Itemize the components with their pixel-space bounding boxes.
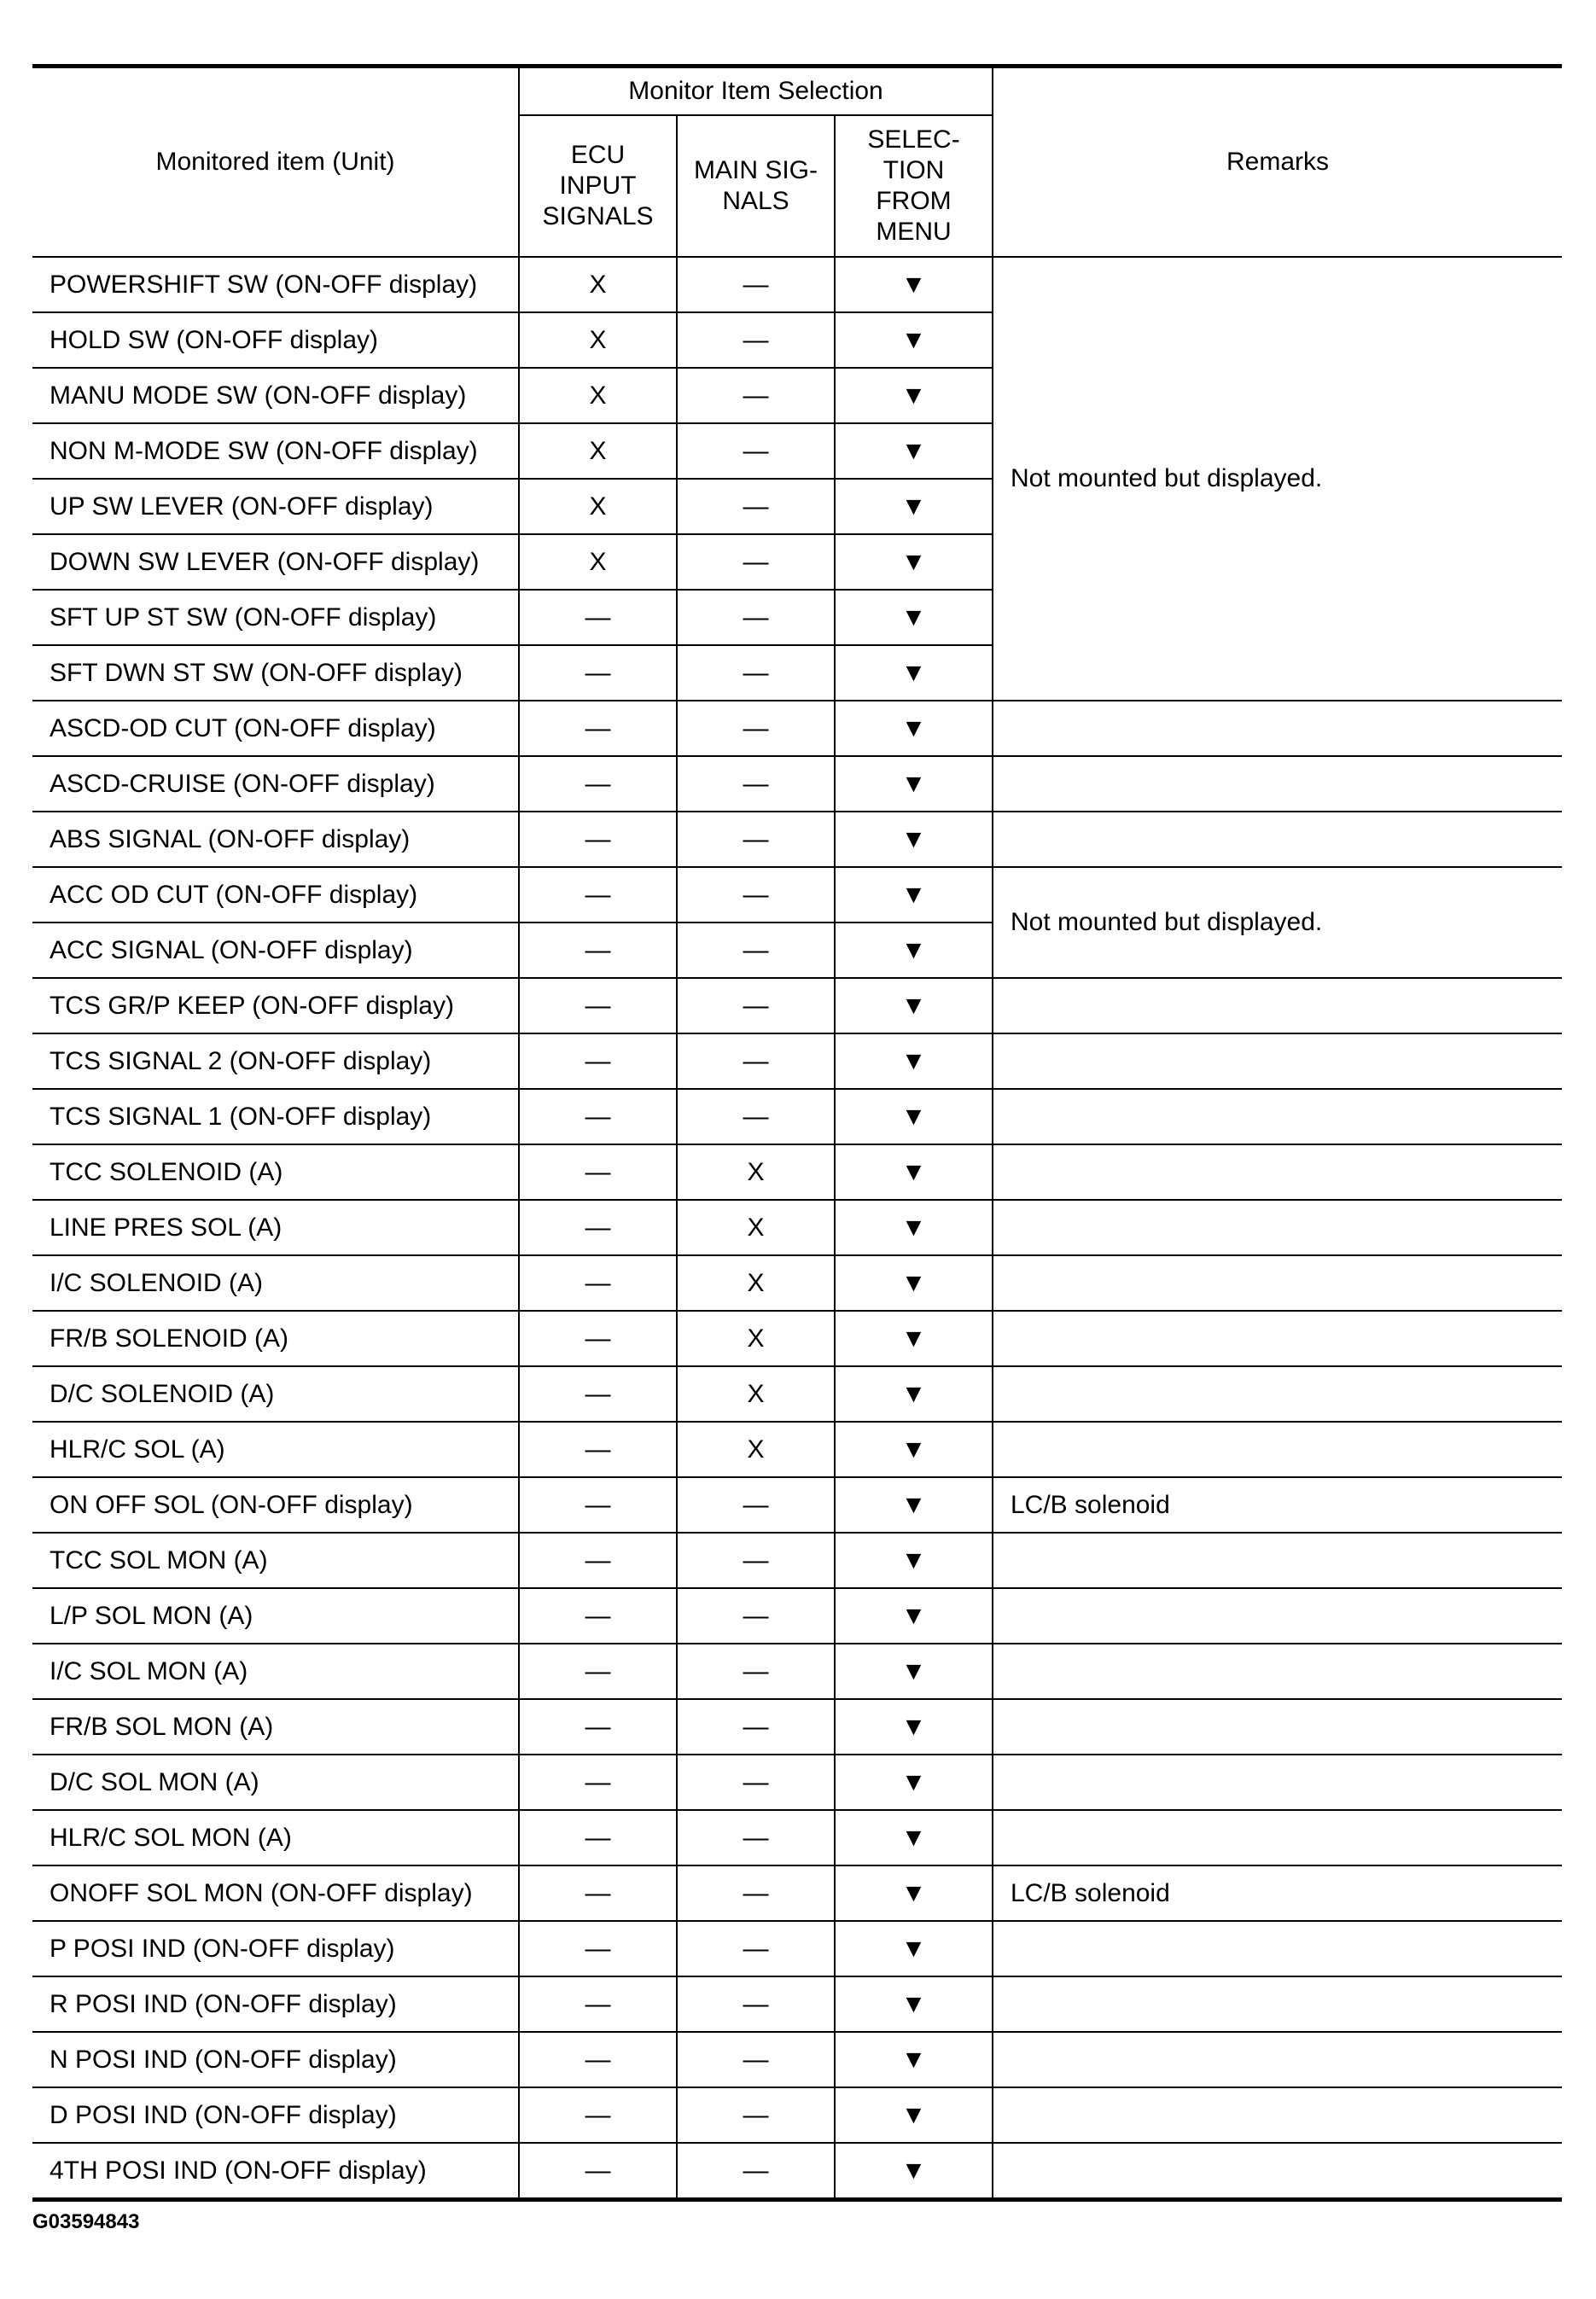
- monitored-item-cell: 4TH POSI IND (ON-OFF display): [32, 2143, 519, 2200]
- selection-from-menu-cell: ▼: [835, 812, 993, 867]
- main-signals-cell: —: [677, 590, 835, 645]
- header-selection-from-menu: SELEC- TION FROM MENU: [835, 115, 993, 257]
- ecu-input-signals-cell: —: [519, 1144, 677, 1200]
- monitor-item-table-wrap: [32, 64, 1562, 2202]
- remarks-cell: [993, 1921, 1562, 1976]
- main-signals-cell: —: [677, 756, 835, 812]
- ecu-input-signals-cell: —: [519, 2143, 677, 2200]
- selection-from-menu-cell: ▼: [835, 1033, 993, 1089]
- table-row: [32, 1921, 1562, 1976]
- monitored-item-cell: TCC SOL MON (A): [32, 1533, 519, 1588]
- header-monitor-item-selection: Monitor Item Selection: [519, 67, 993, 116]
- table-row: [32, 1311, 1562, 1366]
- selection-from-menu-cell: ▼: [835, 1200, 993, 1255]
- ecu-input-signals-cell: —: [519, 812, 677, 867]
- monitored-item-cell: ACC OD CUT (ON-OFF display): [32, 867, 519, 923]
- monitored-item-cell: NON M-MODE SW (ON-OFF display): [32, 423, 519, 479]
- ecu-input-signals-cell: X: [519, 479, 677, 534]
- selection-from-menu-cell: ▼: [835, 1755, 993, 1810]
- table-row: [32, 1976, 1562, 2032]
- monitored-item-cell: UP SW LEVER (ON-OFF display): [32, 479, 519, 534]
- remarks-cell: LC/B solenoid: [993, 1865, 1562, 1921]
- ecu-input-signals-cell: —: [519, 756, 677, 812]
- selection-from-menu-cell: ▼: [835, 1366, 993, 1422]
- monitored-item-cell: R POSI IND (ON-OFF display): [32, 1976, 519, 2032]
- remarks-cell: Not mounted but displayed.: [993, 867, 1562, 978]
- selection-from-menu-cell: ▼: [835, 1311, 993, 1366]
- remarks-cell: [993, 1089, 1562, 1144]
- main-signals-cell: —: [677, 312, 835, 368]
- monitored-item-cell: DOWN SW LEVER (ON-OFF display): [32, 534, 519, 590]
- main-signals-cell: —: [677, 1699, 835, 1755]
- table-row: [32, 1422, 1562, 1477]
- ecu-input-signals-cell: —: [519, 1644, 677, 1699]
- monitored-item-cell: SFT DWN ST SW (ON-OFF display): [32, 645, 519, 701]
- ecu-input-signals-cell: X: [519, 368, 677, 423]
- table-row: [32, 1366, 1562, 1422]
- main-signals-cell: —: [677, 1755, 835, 1810]
- ecu-input-signals-cell: —: [519, 645, 677, 701]
- selection-from-menu-cell: ▼: [835, 257, 993, 312]
- selection-from-menu-cell: ▼: [835, 923, 993, 978]
- remarks-cell: [993, 1255, 1562, 1311]
- monitored-item-cell: TCS SIGNAL 2 (ON-OFF display): [32, 1033, 519, 1089]
- remarks-cell: [993, 1533, 1562, 1588]
- table-row: [32, 1699, 1562, 1755]
- table-row: [32, 2087, 1562, 2143]
- main-signals-cell: —: [677, 1810, 835, 1865]
- table-row: [32, 1644, 1562, 1699]
- monitored-item-cell: N POSI IND (ON-OFF display): [32, 2032, 519, 2087]
- table-row: [32, 1033, 1562, 1089]
- ecu-input-signals-cell: —: [519, 1533, 677, 1588]
- table-row: [32, 1865, 1562, 1921]
- monitored-item-cell: FR/B SOL MON (A): [32, 1699, 519, 1755]
- remarks-cell: [993, 1755, 1562, 1810]
- monitor-item-table: [32, 64, 1562, 2202]
- remarks-cell: [993, 1810, 1562, 1865]
- table-row: [32, 1477, 1562, 1533]
- header-remarks: Remarks: [993, 67, 1562, 258]
- selection-from-menu-cell: ▼: [835, 1533, 993, 1588]
- main-signals-cell: —: [677, 1588, 835, 1644]
- remarks-cell: [993, 812, 1562, 867]
- main-signals-cell: X: [677, 1200, 835, 1255]
- ecu-input-signals-cell: —: [519, 1422, 677, 1477]
- selection-from-menu-cell: ▼: [835, 1921, 993, 1976]
- monitored-item-cell: ONOFF SOL MON (ON-OFF display): [32, 1865, 519, 1921]
- table-row: [32, 756, 1562, 812]
- header-monitored-item: Monitored item (Unit): [32, 67, 519, 258]
- remarks-cell: [993, 1144, 1562, 1200]
- monitored-item-cell: ASCD-OD CUT (ON-OFF display): [32, 701, 519, 756]
- monitored-item-cell: I/C SOL MON (A): [32, 1644, 519, 1699]
- monitored-item-cell: LINE PRES SOL (A): [32, 1200, 519, 1255]
- ecu-input-signals-cell: —: [519, 590, 677, 645]
- selection-from-menu-cell: ▼: [835, 368, 993, 423]
- selection-from-menu-cell: ▼: [835, 1422, 993, 1477]
- ecu-input-signals-cell: —: [519, 701, 677, 756]
- ecu-input-signals-cell: —: [519, 1200, 677, 1255]
- ecu-input-signals-cell: —: [519, 1477, 677, 1533]
- table-row: [32, 1089, 1562, 1144]
- ecu-input-signals-cell: —: [519, 2032, 677, 2087]
- selection-from-menu-cell: ▼: [835, 1976, 993, 2032]
- monitored-item-cell: D/C SOL MON (A): [32, 1755, 519, 1810]
- header-ecu-input-signals: ECU INPUT SIGNALS: [519, 115, 677, 257]
- table-row: [32, 1755, 1562, 1810]
- selection-from-menu-cell: ▼: [835, 2143, 993, 2200]
- monitored-item-cell: ACC SIGNAL (ON-OFF display): [32, 923, 519, 978]
- figure-id: G03594843: [32, 2210, 140, 2233]
- remarks-cell: [993, 756, 1562, 812]
- remarks-cell: [993, 1422, 1562, 1477]
- selection-from-menu-cell: ▼: [835, 423, 993, 479]
- selection-from-menu-cell: ▼: [835, 2032, 993, 2087]
- main-signals-cell: X: [677, 1255, 835, 1311]
- remarks-cell: [993, 1311, 1562, 1366]
- monitored-item-cell: L/P SOL MON (A): [32, 1588, 519, 1644]
- remarks-cell: [993, 2087, 1562, 2143]
- table-row: [32, 1588, 1562, 1644]
- ecu-input-signals-cell: —: [519, 1255, 677, 1311]
- main-signals-cell: —: [677, 923, 835, 978]
- ecu-input-signals-cell: —: [519, 1588, 677, 1644]
- monitored-item-cell: TCS SIGNAL 1 (ON-OFF display): [32, 1089, 519, 1144]
- main-signals-cell: —: [677, 2087, 835, 2143]
- table-row: [32, 1200, 1562, 1255]
- monitored-item-cell: D POSI IND (ON-OFF display): [32, 2087, 519, 2143]
- ecu-input-signals-cell: —: [519, 1976, 677, 2032]
- selection-from-menu-cell: ▼: [835, 1644, 993, 1699]
- ecu-input-signals-cell: —: [519, 1755, 677, 1810]
- ecu-input-signals-cell: —: [519, 1033, 677, 1089]
- remarks-cell: [993, 1644, 1562, 1699]
- monitored-item-cell: FR/B SOLENOID (A): [32, 1311, 519, 1366]
- remarks-cell: [993, 978, 1562, 1033]
- selection-from-menu-cell: ▼: [835, 978, 993, 1033]
- monitored-item-cell: SFT UP ST SW (ON-OFF display): [32, 590, 519, 645]
- main-signals-cell: —: [677, 1976, 835, 2032]
- table-row: [32, 701, 1562, 756]
- ecu-input-signals-cell: —: [519, 867, 677, 923]
- ecu-input-signals-cell: X: [519, 423, 677, 479]
- table-row: [32, 257, 1562, 312]
- main-signals-cell: —: [677, 1033, 835, 1089]
- selection-from-menu-cell: ▼: [835, 534, 993, 590]
- monitor-item-table-body: [32, 257, 1562, 2200]
- remarks-cell: [993, 1366, 1562, 1422]
- monitored-item-cell: MANU MODE SW (ON-OFF display): [32, 368, 519, 423]
- monitored-item-cell: ABS SIGNAL (ON-OFF display): [32, 812, 519, 867]
- main-signals-cell: —: [677, 368, 835, 423]
- selection-from-menu-cell: ▼: [835, 701, 993, 756]
- selection-from-menu-cell: ▼: [835, 1588, 993, 1644]
- remarks-cell: [993, 1588, 1562, 1644]
- ecu-input-signals-cell: —: [519, 1921, 677, 1976]
- selection-from-menu-cell: ▼: [835, 1255, 993, 1311]
- selection-from-menu-cell: ▼: [835, 1144, 993, 1200]
- monitored-item-cell: I/C SOLENOID (A): [32, 1255, 519, 1311]
- header-main-signals: MAIN SIG- NALS: [677, 115, 835, 257]
- monitored-item-cell: TCS GR/P KEEP (ON-OFF display): [32, 978, 519, 1033]
- monitored-item-cell: HLR/C SOL (A): [32, 1422, 519, 1477]
- selection-from-menu-cell: ▼: [835, 1089, 993, 1144]
- table-row: [32, 2143, 1562, 2200]
- selection-from-menu-cell: ▼: [835, 312, 993, 368]
- remarks-cell: [993, 2143, 1562, 2200]
- selection-from-menu-cell: ▼: [835, 867, 993, 923]
- monitored-item-cell: HLR/C SOL MON (A): [32, 1810, 519, 1865]
- main-signals-cell: —: [677, 2143, 835, 2200]
- main-signals-cell: —: [677, 1089, 835, 1144]
- main-signals-cell: —: [677, 257, 835, 312]
- ecu-input-signals-cell: —: [519, 1810, 677, 1865]
- ecu-input-signals-cell: X: [519, 534, 677, 590]
- remarks-cell: [993, 1033, 1562, 1089]
- remarks-cell: [993, 2032, 1562, 2087]
- monitored-item-cell: ON OFF SOL (ON-OFF display): [32, 1477, 519, 1533]
- main-signals-cell: —: [677, 1477, 835, 1533]
- table-row: [32, 1810, 1562, 1865]
- selection-from-menu-cell: ▼: [835, 756, 993, 812]
- remarks-cell: [993, 701, 1562, 756]
- monitored-item-cell: POWERSHIFT SW (ON-OFF display): [32, 257, 519, 312]
- monitored-item-cell: HOLD SW (ON-OFF display): [32, 312, 519, 368]
- ecu-input-signals-cell: —: [519, 1699, 677, 1755]
- main-signals-cell: —: [677, 1921, 835, 1976]
- ecu-input-signals-cell: —: [519, 1865, 677, 1921]
- remarks-cell: [993, 1976, 1562, 2032]
- main-signals-cell: —: [677, 978, 835, 1033]
- main-signals-cell: —: [677, 534, 835, 590]
- main-signals-cell: —: [677, 1533, 835, 1588]
- main-signals-cell: X: [677, 1311, 835, 1366]
- main-signals-cell: —: [677, 645, 835, 701]
- selection-from-menu-cell: ▼: [835, 590, 993, 645]
- ecu-input-signals-cell: —: [519, 2087, 677, 2143]
- remarks-cell: Not mounted but displayed.: [993, 257, 1562, 701]
- remarks-cell: [993, 1200, 1562, 1255]
- table-row: [32, 812, 1562, 867]
- main-signals-cell: X: [677, 1144, 835, 1200]
- main-signals-cell: X: [677, 1422, 835, 1477]
- selection-from-menu-cell: ▼: [835, 1810, 993, 1865]
- ecu-input-signals-cell: X: [519, 257, 677, 312]
- main-signals-cell: —: [677, 1865, 835, 1921]
- ecu-input-signals-cell: —: [519, 978, 677, 1033]
- main-signals-cell: —: [677, 1644, 835, 1699]
- main-signals-cell: X: [677, 1366, 835, 1422]
- main-signals-cell: —: [677, 867, 835, 923]
- selection-from-menu-cell: ▼: [835, 2087, 993, 2143]
- table-row: [32, 1144, 1562, 1200]
- main-signals-cell: —: [677, 701, 835, 756]
- selection-from-menu-cell: ▼: [835, 645, 993, 701]
- remarks-cell: LC/B solenoid: [993, 1477, 1562, 1533]
- monitored-item-cell: TCC SOLENOID (A): [32, 1144, 519, 1200]
- table-row: [32, 867, 1562, 923]
- selection-from-menu-cell: ▼: [835, 1477, 993, 1533]
- selection-from-menu-cell: ▼: [835, 479, 993, 534]
- selection-from-menu-cell: ▼: [835, 1699, 993, 1755]
- selection-from-menu-cell: ▼: [835, 1865, 993, 1921]
- remarks-cell: [993, 1699, 1562, 1755]
- ecu-input-signals-cell: —: [519, 1366, 677, 1422]
- table-row: [32, 2032, 1562, 2087]
- main-signals-cell: —: [677, 2032, 835, 2087]
- ecu-input-signals-cell: —: [519, 923, 677, 978]
- ecu-input-signals-cell: —: [519, 1311, 677, 1366]
- table-row: [32, 1255, 1562, 1311]
- main-signals-cell: —: [677, 423, 835, 479]
- main-signals-cell: —: [677, 479, 835, 534]
- table-row: [32, 978, 1562, 1033]
- table-row: [32, 1533, 1562, 1588]
- ecu-input-signals-cell: —: [519, 1089, 677, 1144]
- monitored-item-cell: D/C SOLENOID (A): [32, 1366, 519, 1422]
- monitored-item-cell: ASCD-CRUISE (ON-OFF display): [32, 756, 519, 812]
- monitored-item-cell: P POSI IND (ON-OFF display): [32, 1921, 519, 1976]
- ecu-input-signals-cell: X: [519, 312, 677, 368]
- main-signals-cell: —: [677, 812, 835, 867]
